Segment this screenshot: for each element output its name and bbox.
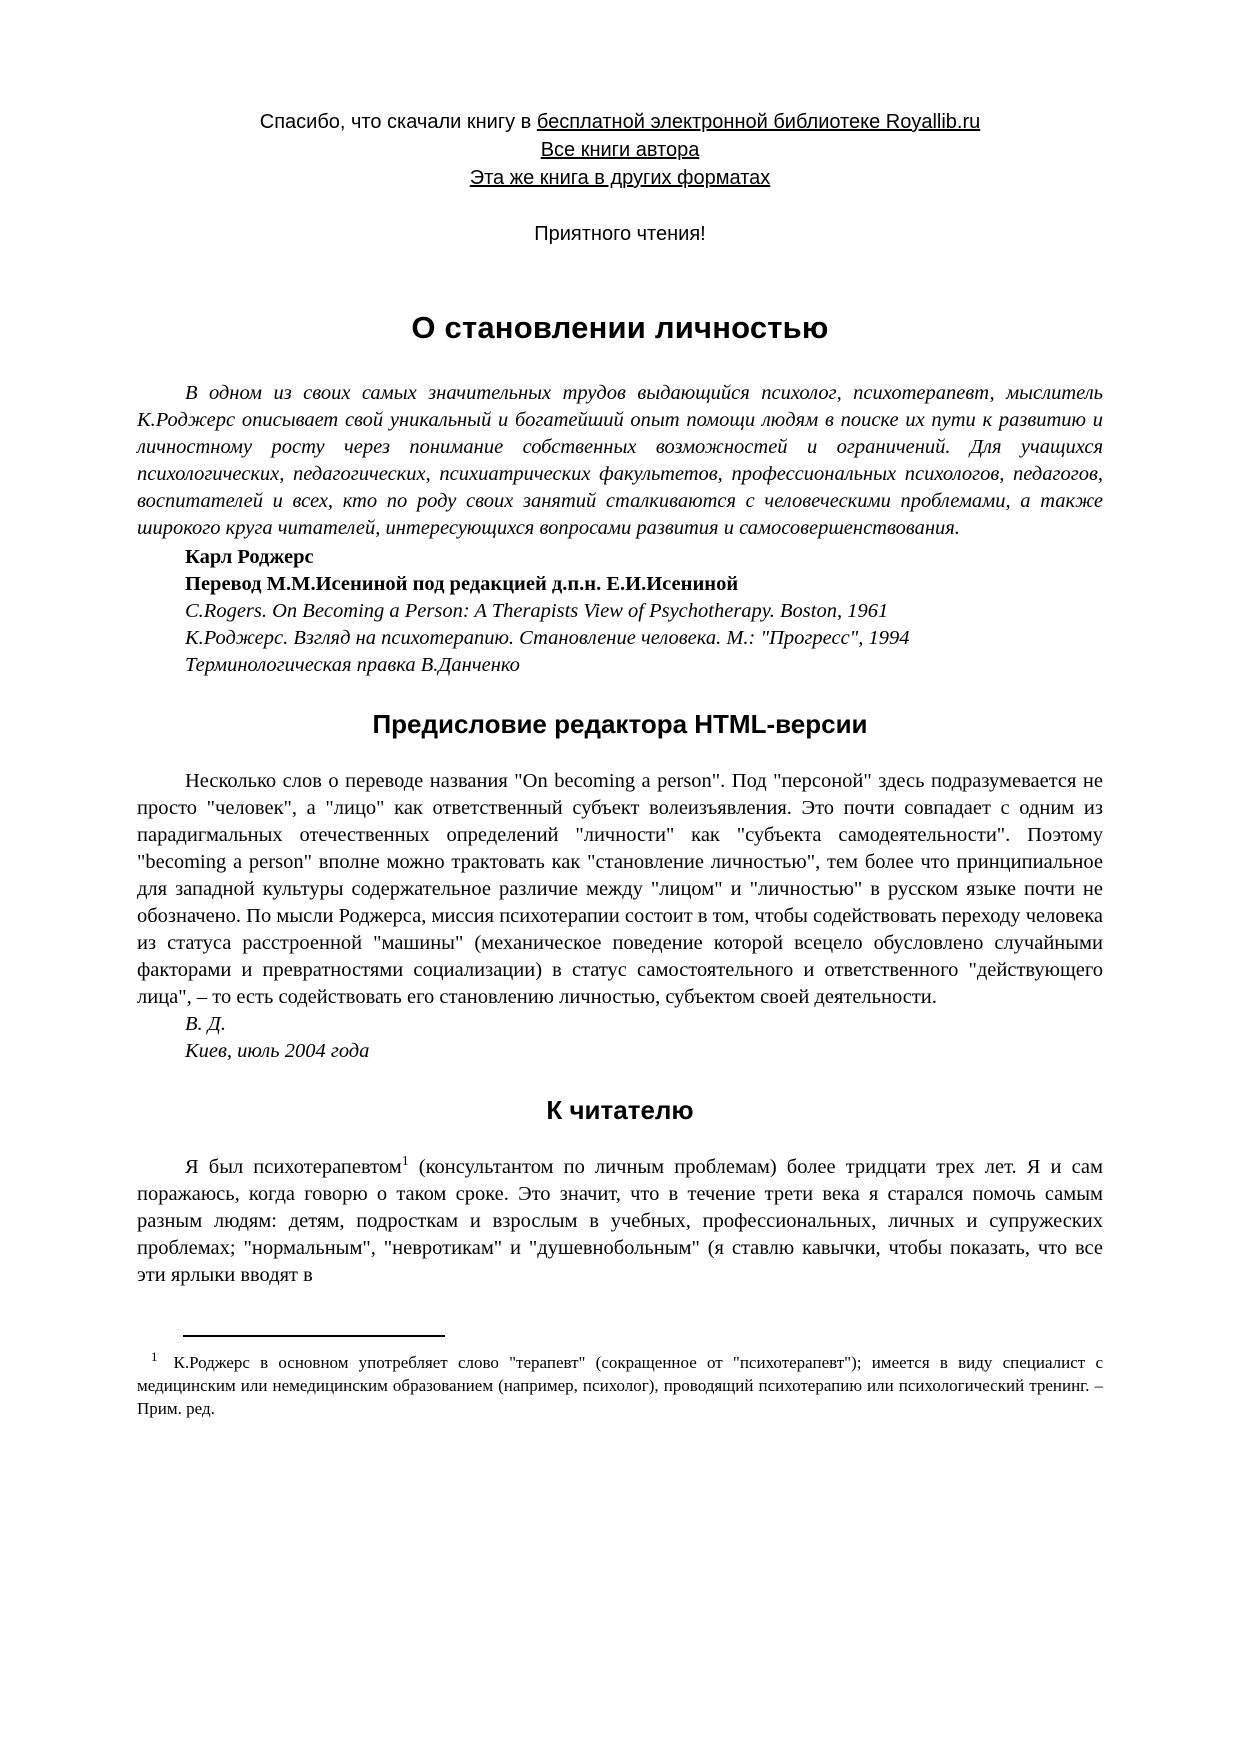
- thanks-text: Спасибо, что скачали книгу в: [259, 111, 537, 133]
- footnote-body: К.Роджерс в основном употребляет слово "терапевт" (сокращенное от "психотерапевт"); имеется в виду специалист с медицинским или немедицинским образованием (например, психолог), проводящий психотерапию или психологический тренинг. – Прим. ред.: [137, 1353, 1103, 1418]
- translator-line: Перевод М.М.Исениной под редакцией д.п.н. Е.И.Исениной: [185, 573, 739, 595]
- editor-place-date: Киев, июль 2004 года: [185, 1040, 370, 1062]
- to-reader-heading: К читателю: [546, 1095, 694, 1125]
- book-title: О становлении личностью: [411, 310, 829, 345]
- preface-heading: Предисловие редактора HTML-версии: [372, 709, 868, 739]
- to-reader-text-end: (консультантом по личным проблемам) более тридцати трех лет. Я и сам поражаюсь, когда говорю о таком сроке. Это значит, что в течение трети века я старался помочь самым разным людям: детям, подросткам и взрослым в учебных, профессиональных, личных и супружеских проблемах; "нормальным", "невротикам" и "душевнобольным" (я ставлю кавычки, чтобы показать, что все эти ярлыки вводят в: [137, 1156, 1103, 1286]
- footnote-number: 1: [151, 1349, 158, 1365]
- author-books-link[interactable]: Все книги автора: [540, 139, 700, 161]
- footnote-text: [137, 1351, 1103, 1420]
- author-name: Карл Роджерс: [185, 546, 314, 568]
- to-reader-text-start: Я был психотерапевтом: [185, 1156, 402, 1178]
- other-formats-line: [137, 164, 1103, 192]
- to-reader-paragraph: [137, 1154, 1103, 1289]
- thanks-line: [137, 108, 1103, 136]
- preface-body: Несколько слов о переводе названия "On becoming a person". Под "персоной" здесь подразумевается не просто "человек", а "лицо" как ответственный субъект волеизъявления. Это почти совпадает с одним из парадигмальных отечественных определений "личности" как "субъекта самодеятельности". Поэтому "becoming a person" вполне можно трактовать как "становление личностью", тем более что принципиальное для западной культуры содержательное различие между "лицом" и "личностью" в русском языке почти не обозначено. По мысли Роджерса, миссия психотерапии состоит в том, чтобы содействовать переходу человека из статуса расстроенной "машины" (механическое поведение которой всецело обусловлено случайными факторами и превратностями социализации) в статус самостоятельного и ответственного "действующего лица", – то есть содействовать его становлению личностью, субъектом своей деятельности.: [137, 770, 1103, 1008]
- source-citation-ru: К.Роджерс. Взгляд на психотерапию. Становление человека. М.: "Прогресс", 1994: [185, 627, 910, 649]
- greeting-text: Приятного чтения!: [534, 223, 706, 245]
- other-formats-link[interactable]: Эта же книга в других форматах: [469, 167, 771, 189]
- author-books-line: [137, 136, 1103, 164]
- footnote-section: [137, 1335, 1103, 1420]
- footnote-reference[interactable]: 1: [401, 1154, 409, 1170]
- book-annotation: В одном из своих самых значительных трудов выдающийся психолог, психотерапевт, мыслитель К.Роджерс описывает свой уникальный и богатейший опыт помощи людям в поиске их пути к развитию и личностному росту через понимание собственных возможностей и ограничений. Для учащихся психологических, педагогических, психиатрических факультетов, профессиональных психологов, педагогов, воспитателей и всех, кто по роду своих занятий сталкиваются с человеческими проблемами, а также широкого круга читателей, интересующихся вопросами развития и самосовершенствования.: [137, 382, 1103, 539]
- library-link[interactable]: бесплатной электронной библиотеке Royallib.ru: [536, 111, 981, 133]
- terminology-line: Терминологическая правка В.Данченко: [185, 654, 520, 676]
- editor-signature: В. Д.: [185, 1013, 226, 1035]
- source-citation-en: C.Rogers. On Becoming a Person: A Therapists View of Psychotherapy. Boston, 1961: [185, 600, 889, 622]
- download-header: [137, 108, 1103, 248]
- footnote-separator: [183, 1335, 445, 1337]
